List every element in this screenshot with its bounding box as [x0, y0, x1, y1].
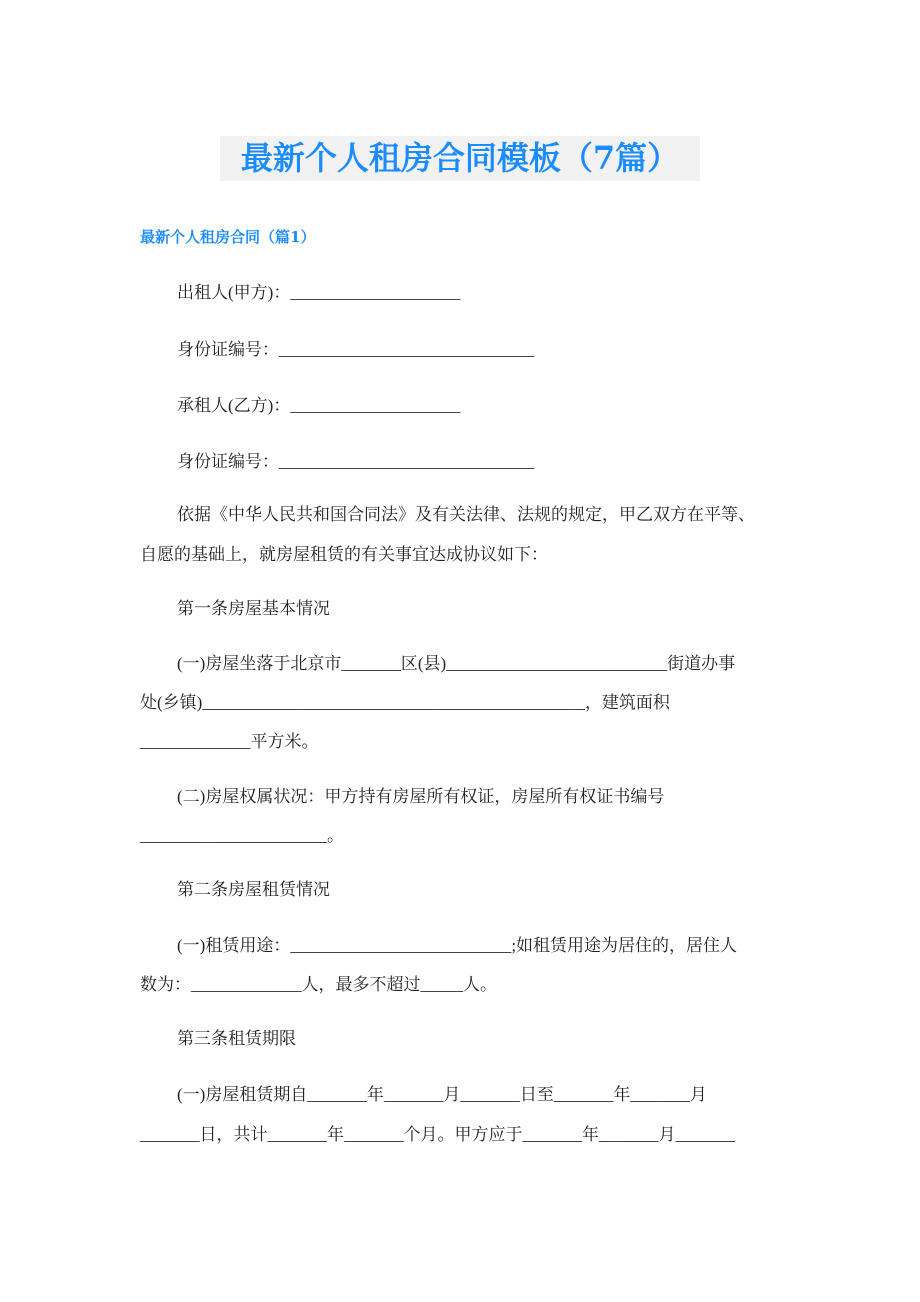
article-2-heading: 第二条房屋租赁情况	[177, 880, 330, 899]
section-heading: 最新个人租房合同（篇1）	[140, 228, 316, 246]
document-title: 最新个人租房合同模板（7篇）	[220, 136, 700, 181]
paragraph-line: (一)房屋坐落于北京市_______区(县)__________________________街道办事	[177, 654, 736, 673]
paragraph-line: 数为：_____________人，最多不超过_____人。	[140, 975, 497, 994]
preamble-line-2: 自愿的基础上，就房屋租赁的有关事宜达成协议如下：	[140, 545, 548, 564]
paragraph-line: 处(乡镇)_____________________________________________，建筑面积	[140, 693, 670, 712]
preamble-line-1: 依据《中华人民共和国合同法》及有关法律、法规的规定，甲乙双方在平等、	[177, 505, 755, 524]
lessor-line: 出租人(甲方)：____________________	[177, 283, 461, 302]
paragraph-line: (一)房屋租赁期自_______年_______月_______日至_______年_______月	[177, 1085, 707, 1104]
lessor-id-line: 身份证编号：______________________________	[177, 340, 534, 359]
paragraph-line: (一)租赁用途：__________________________;如租赁用途为居住的，居住人	[177, 936, 738, 955]
paragraph-line: ______________________。	[140, 826, 344, 845]
lessee-line: 承租人(乙方)：____________________	[177, 396, 461, 415]
paragraph-line: _______日，共计_______年_______个月。甲方应于_______年_______月_______	[140, 1125, 735, 1144]
paragraph-line: _____________平方米。	[140, 732, 319, 751]
article-3-heading: 第三条租赁期限	[177, 1029, 296, 1048]
lessee-id-line: 身份证编号：______________________________	[177, 452, 534, 471]
article-1-heading: 第一条房屋基本情况	[177, 599, 330, 618]
paragraph-line: (二)房屋权属状况：甲方持有房屋所有权证，房屋所有权证书编号	[177, 787, 665, 806]
